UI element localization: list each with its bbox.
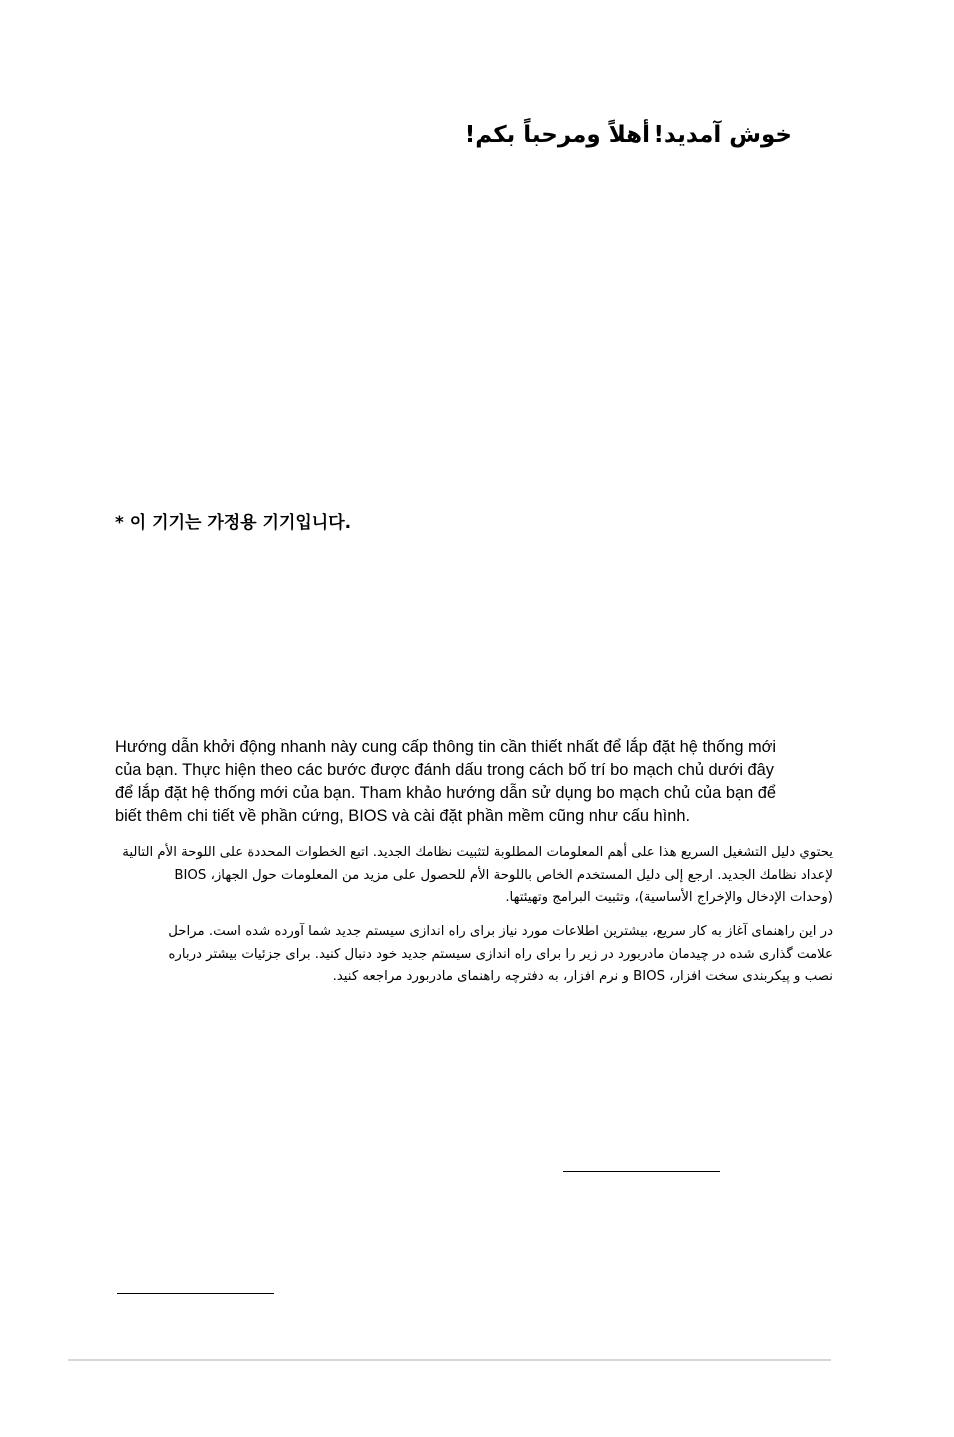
horizontal-rule — [117, 1293, 274, 1294]
persian-line: در این راهنمای آغاز به کار سریع، بیشترین اطلاعات مورد نیاز برای راه اندازی سیستم جدید شما آورده شده است. مراحل — [168, 924, 833, 939]
vietnamese-line: để lắp đặt hệ thống mới của bạn. Tham khảo hướng dẫn sử dụng bo mạch chủ của bạn để — [115, 784, 776, 802]
arabic-paragraph — [115, 842, 833, 910]
arabic-line: لإعداد نظامك الجديد. ارجع إلى دليل المستخدم الخاص باللوحة الأم للحصول على مزيد من المعلومات حول الجهاز، BIOS — [174, 867, 833, 883]
persian-paragraph — [115, 921, 833, 989]
korean-household-note: * 이 기기는 가정용 기기입니다. — [115, 513, 352, 533]
persian-welcome-heading: خوش آمدید! — [653, 122, 792, 148]
vietnamese-paragraph — [115, 736, 835, 828]
vietnamese-line: Hướng dẫn khởi động nhanh này cung cấp thông tin cần thiết nhất để lắp đặt hệ thống mới — [115, 738, 777, 756]
arabic-line: (وحدات الإدخال والإخراج الأساسية)، وتثبيت البرامج وتهيئتها. — [505, 890, 833, 905]
arabic-welcome-heading: أهلاً ومرحباً بكم! — [464, 122, 650, 148]
persian-line: نصب و پیکربندی سخت افزار، BIOS و نرم افزار، به دفترچه راهنمای مادربورد مراجعه کنید. — [332, 969, 833, 984]
footer-divider — [68, 1359, 831, 1361]
vietnamese-line: của bạn. Thực hiện theo các bước được đánh dấu trong cách bố trí bo mạch chủ dưới đây — [115, 761, 774, 779]
persian-line: علامت گذاری شده در چیدمان مادربورد در زیر را برای راه اندازی سیستم جدید خود دنبال کنید. برای جزئیات بیشتر درباره — [168, 946, 833, 962]
vietnamese-line: biết thêm chi tiết về phần cứng, BIOS và cài đặt phần mềm cũng như cấu hình. — [115, 807, 691, 825]
horizontal-rule — [563, 1171, 720, 1172]
arabic-line: يحتوي دليل التشغيل السريع هذا على أهم المعلومات المطلوبة لتثبيت نظامك الجديد. اتبع الخطوات المحددة على اللوحة الأم التالية — [122, 845, 833, 860]
